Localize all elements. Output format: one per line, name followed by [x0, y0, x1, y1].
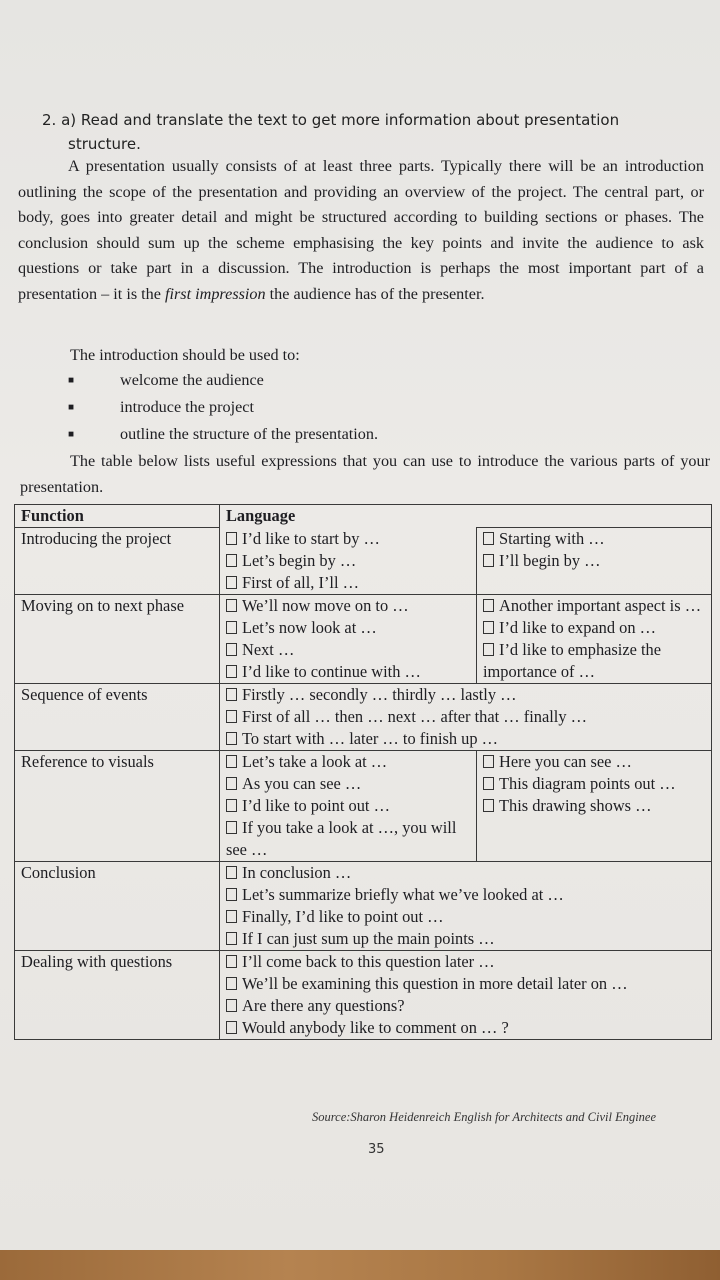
phrase-text: We’ll be examining this question in more detail later on …: [242, 973, 628, 993]
phrase-text: Are there any questions?: [242, 995, 405, 1015]
phrase: [226, 928, 705, 950]
checkbox-icon: [226, 710, 237, 723]
phrase-text: I’d like to start by …: [242, 528, 380, 548]
checkbox-icon: [226, 599, 237, 612]
phrase-text: I’ll begin by …: [499, 551, 601, 570]
phrase: [226, 773, 470, 795]
row-full-cell: [220, 861, 712, 950]
bullet-item: [68, 421, 668, 448]
phrase-text: I’d like to point out …: [242, 795, 390, 815]
phrase-text: This drawing shows …: [499, 795, 652, 815]
expressions-table: [14, 504, 712, 1040]
checkbox-icon: [226, 621, 237, 634]
checkbox-icon: [226, 554, 237, 567]
table-header-row: [15, 505, 712, 528]
paragraph-1-text: A presentation usually consists of at least three parts. Typically there will be an introduction outlining the scope of the presentation and providing an overview of the project. The central part, or body, goes into greater detail and might be structured according to building sections or phases. The conclusion should sum up the scheme emphasising the key points and invite the audience to ask questions or take part in a discussion. The introduction is perhaps the most important part of a presentation – it is the: [18, 157, 704, 303]
bullet-icon: ■: [68, 375, 75, 386]
phrase-text: I’ll come back to this question later …: [242, 951, 495, 971]
phrase: [483, 617, 705, 639]
phrase: [483, 773, 705, 795]
row-function: Conclusion: [15, 861, 220, 950]
phrase-text: Firstly … secondly … thirdly … lastly …: [242, 684, 517, 704]
phrase-text: Here you can see …: [499, 751, 632, 771]
phrase: [226, 817, 470, 861]
phrase: [226, 862, 705, 884]
phrase: [226, 751, 470, 773]
table-row: [15, 683, 712, 750]
phrase-text: I’d like to continue with …: [242, 661, 421, 681]
row-function: Moving on to next phase: [15, 594, 220, 683]
checkbox-icon: [226, 665, 237, 678]
row-full-cell: [220, 683, 712, 750]
bullet-item: [68, 367, 668, 394]
checkbox-icon: [483, 532, 494, 545]
header-function: Function: [15, 505, 220, 528]
phrase-text: Would anybody like to comment on … ?: [242, 1017, 509, 1037]
phrase-text: Let’s now look at …: [242, 617, 377, 637]
bullet-text: introduce the project: [120, 398, 254, 416]
table-row: [15, 594, 712, 683]
checkbox-icon: [483, 755, 494, 768]
row-right-cell: [477, 528, 712, 595]
source-citation: Source:Sharon Heidenreich English for Architects and Civil Enginee: [312, 1110, 657, 1124]
phrase: [226, 617, 470, 639]
checkbox-icon: [483, 799, 494, 812]
first-impression-emphasis: first impression: [165, 284, 266, 303]
phrase-text: If you take a look at …, you will see …: [226, 817, 457, 859]
phrase: [226, 528, 470, 550]
exercise-heading: [42, 108, 702, 156]
checkbox-icon: [483, 643, 494, 656]
checkbox-icon: [226, 821, 237, 834]
checkbox-icon: [226, 1021, 237, 1034]
row-function: Introducing the project: [15, 528, 220, 595]
phrase: [483, 751, 705, 773]
phrase-text: If I can just sum up the main points …: [242, 928, 495, 948]
phrase-text: As you can see …: [242, 773, 362, 793]
checkbox-icon: [226, 977, 237, 990]
phrase-text: Finally, I’d like to point out …: [242, 906, 444, 926]
bullet-icon: ■: [68, 402, 75, 413]
checkbox-icon: [226, 866, 237, 879]
header-language: Language: [220, 505, 712, 528]
row-left-cell: [220, 594, 477, 683]
checkbox-icon: [226, 732, 237, 745]
phrase: [226, 995, 705, 1017]
phrase: [226, 595, 470, 617]
row-function: Reference to visuals: [15, 750, 220, 861]
row-function: Sequence of events: [15, 683, 220, 750]
phrase-text: First of all … then … next … after that … finally …: [242, 706, 588, 726]
row-left-cell: [220, 750, 477, 861]
phrase: [226, 973, 705, 995]
checkbox-icon: [226, 688, 237, 701]
phrase: [226, 906, 705, 928]
checkbox-icon: [483, 554, 494, 567]
table-row: [15, 950, 712, 1039]
phrase: [483, 550, 705, 572]
phrase: [483, 595, 705, 617]
bullet-text: outline the structure of the presentation.: [120, 425, 379, 443]
phrase-text: In conclusion …: [242, 862, 352, 882]
heading-line-2: structure.: [68, 135, 141, 153]
table-row: [15, 750, 712, 861]
phrase: [226, 884, 705, 906]
checkbox-icon: [226, 643, 237, 656]
paragraph-3: The table below lists useful expressions that you can use to introduce the various parts of your presentation.: [20, 452, 710, 496]
phrase: [483, 528, 705, 550]
phrase-text: Starting with …: [499, 529, 605, 548]
table-row: [15, 528, 712, 595]
phrase: [226, 728, 705, 750]
phrase: [226, 639, 470, 661]
phrase-text: Next …: [242, 639, 295, 659]
checkbox-icon: [226, 799, 237, 812]
bullet-list: [68, 367, 668, 448]
phrase: [226, 661, 470, 683]
checkbox-icon: [226, 576, 237, 589]
row-right-cell: [477, 750, 712, 861]
phrase-text: We’ll now move on to …: [242, 595, 409, 615]
row-right-cell: [477, 594, 712, 683]
checkbox-icon: [226, 755, 237, 768]
row-full-cell: [220, 950, 712, 1039]
phrase-text: Let’s summarize briefly what we’ve looked at …: [242, 884, 564, 904]
phrase-text: Let’s begin by …: [242, 550, 357, 570]
phrase-text: I’d like to emphasize the importance of …: [483, 639, 662, 681]
phrase: [226, 1017, 705, 1039]
checkbox-icon: [226, 777, 237, 790]
paragraph-1-end: the audience has of the presenter.: [269, 284, 485, 303]
phrase: [226, 572, 470, 594]
phrase-text: I’d like to expand on …: [499, 617, 657, 637]
bullet-text: welcome the audience: [120, 371, 264, 389]
phrase-text: This diagram points out …: [499, 773, 676, 793]
checkbox-icon: [483, 777, 494, 790]
checkbox-icon: [483, 599, 494, 612]
phrase: [226, 795, 470, 817]
paragraph-2: The introduction should be used to:: [70, 346, 300, 364]
heading-line-1: 2. a) Read and translate the text to get more information about presentation: [42, 111, 620, 129]
phrase-text: First of all, I’ll …: [242, 572, 359, 592]
checkbox-icon: [226, 999, 237, 1012]
checkbox-icon: [226, 888, 237, 901]
phrase-text: To start with … later … to finish up …: [242, 728, 499, 748]
row-function: Dealing with questions: [15, 950, 220, 1039]
row-left-cell: [220, 528, 477, 595]
checkbox-icon: [226, 955, 237, 968]
checkbox-icon: [483, 621, 494, 634]
phrase: [483, 639, 705, 683]
phrase-text: Let’s take a look at …: [242, 751, 388, 771]
checkbox-icon: [226, 532, 237, 545]
phrase: [226, 550, 470, 572]
page-number: 35: [368, 1142, 385, 1157]
phrase-text: Another important aspect is …: [499, 595, 702, 615]
table-row: [15, 861, 712, 950]
checkbox-icon: [226, 932, 237, 945]
checkbox-icon: [226, 910, 237, 923]
paragraph-1: [18, 154, 704, 308]
phrase: [226, 951, 705, 973]
bullet-icon: ■: [68, 429, 75, 440]
table-surface: [0, 1250, 720, 1280]
phrase: [226, 684, 705, 706]
bullet-item: [68, 394, 668, 421]
phrase: [226, 706, 705, 728]
phrase: [483, 795, 705, 817]
